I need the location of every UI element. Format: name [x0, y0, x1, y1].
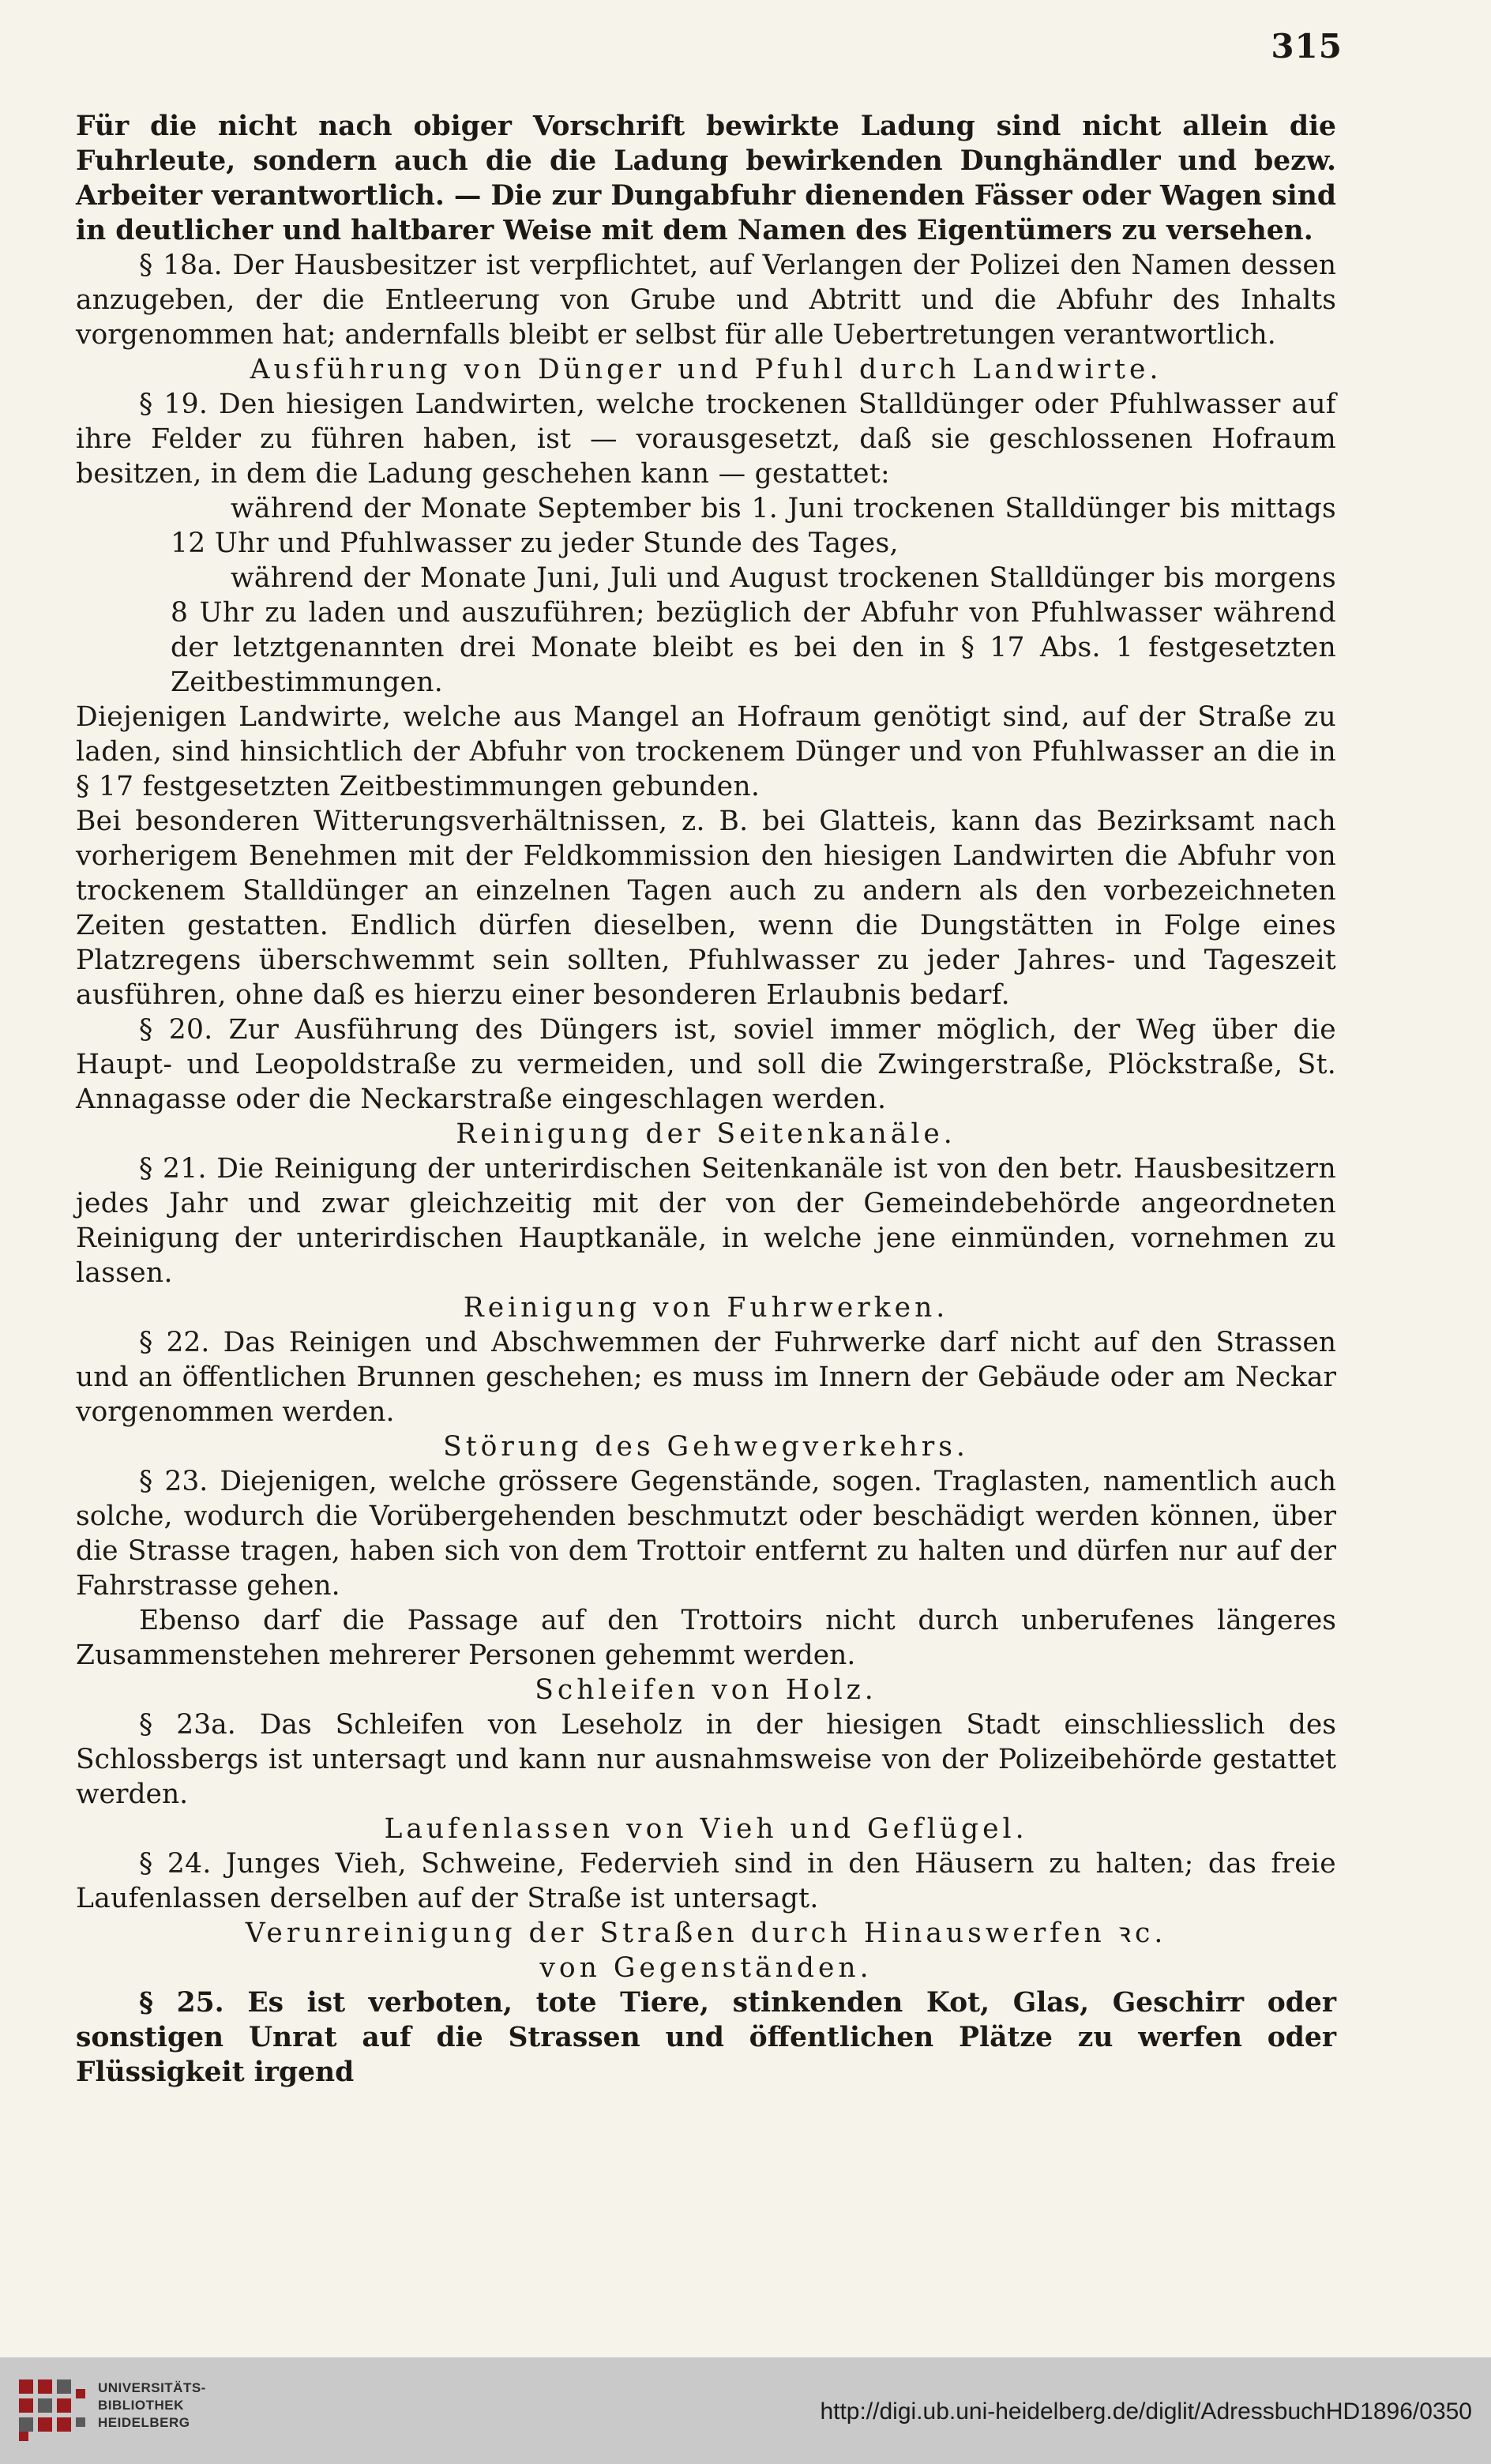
heading-gegenstaende: von Gegenständen. — [539, 1952, 873, 1984]
paragraph-23-passage: Ebenso darf die Passage auf den Trottoirs nicht durch unberufenes längeres Zusammenstehen mehrerer Personen gehemmt werden. — [76, 1605, 1336, 1671]
paragraph-landwirte: Diejenigen Landwirte, welche aus Mangel an Hofraum genötigt sind, auf der Straße zu laden, sind hinsichtlich der Abfuhr von trockenem Dünger und von Pfuhlwasser an die in § 17 festgesetzten Zeitbestimmungen gebunden. — [76, 701, 1336, 802]
heading-verunreinigung: Verunreinigung der Straßen durch Hinauswerfen ꝛc. — [245, 1917, 1167, 1949]
paragraph-19-juni: während der Monate Juni, Juli und August trockenen Stalldünger bis morgens 8 Uhr zu laden und auszuführen; bezüglich der Abfuhr von Pfuhlwasser während der letztgenannten drei Monate bleibt es bei den in § 17 Abs. 1 festgesetzten Zeitbestimmungen. — [171, 562, 1336, 698]
heading-gehweg: Störung des Gehwegverkehrs. — [443, 1431, 969, 1463]
heading-vieh: Laufenlassen von Vieh und Geflügel. — [384, 1813, 1028, 1845]
heading-ausfuhrung: Ausführung von Dünger und Pfuhl durch Landwirte. — [250, 354, 1162, 385]
paragraph-19: § 19. Den hiesigen Landwirten, welche trockenen Stalldünger oder Pfuhlwasser auf ihre Felder zu führen haben, ist — vorausgesetzt, daß sie geschlossenen Hofraum besitzen, in dem die Ladung geschehen kann — gestattet: — [76, 389, 1336, 490]
heading-holz: Schleifen von Holz. — [535, 1674, 877, 1706]
paragraph-24: § 24. Junges Vieh, Schweine, Federvieh sind in den Häusern zu halten; das freie Laufenlassen derselben auf der Straße ist untersagt. — [76, 1848, 1336, 1914]
paragraph-19-september: während der Monate September bis 1. Juni trockenen Stalldünger bis mittags 12 Uhr und Pfuhlwasser zu jeder Stunde des Tages, — [171, 493, 1336, 559]
library-name-line-2: BIBLIOTHEK — [98, 2398, 184, 2413]
heading-seitenkanaele: Reinigung der Seitenkanäle. — [456, 1118, 956, 1150]
paragraph-ladung: Für die nicht nach obiger Vorschrift bewirkte Ladung sind nicht allein die Fuhrleute, sondern auch die die Ladung bewirkenden Dunghändler und bezw. Arbeiter verantwortlich. — Die zur Dungabfuhr dienenden Fässer oder Wagen sind in deutlicher und haltbarer Weise mit dem Namen des Eigentümers zu versehen. — [76, 111, 1336, 246]
paragraph-18a: § 18a. Der Hausbesitzer ist verpflichtet, auf Verlangen der Polizei den Namen dessen anzugeben, der die Entleerung von Grube und Abtritt und die Abfuhr des Inhalts vorgenommen hat; andernfalls bleibt er selbst für alle Uebertretungen verantwortlich. — [76, 250, 1336, 351]
library-name — [98, 2379, 206, 2432]
library-footer — [0, 2357, 1491, 2464]
paragraph-23a: § 23a. Das Schleifen von Leseholz in der hiesigen Stadt einschliesslich des Schlossbergs ist untersagt und kann nur ausnahmsweise von der Polizeibehörde gestattet werden. — [76, 1709, 1336, 1810]
paragraph-23: § 23. Diejenigen, welche grössere Gegenstände, sogen. Traglasten, namentlich auch solche, wodurch die Vorübergehenden beschmutzt oder beschädigt werden können, über die Strasse tragen, haben sich von dem Trottoir entfernt zu halten und dürfen nur auf der Fahrstrasse gehen. — [76, 1466, 1336, 1602]
source-url-link[interactable]: http://digi.ub.uni-heidelberg.de/diglit/AdressbuchHD1896/0350 — [820, 2398, 1472, 2425]
page-number: 315 — [1271, 27, 1343, 66]
paragraph-20: § 20. Zur Ausführung des Düngers ist, soviel immer möglich, der Weg über die Haupt- und Leopoldstraße zu vermeiden, und soll die Zwingerstraße, Plöckstraße, St. Annagasse oder die Neckarstraße eingeschlagen werden. — [76, 1014, 1336, 1115]
paragraph-witterung: Bei besonderen Witterungsverhältnissen, z. B. bei Glatteis, kann das Bezirksamt nach vorherigem Benehmen mit der Feldkommission den hiesigen Landwirten die Abfuhr von trockenem Stalldünger an einzelnen Tagen auch zu andern als den vorbezeichneten Zeiten gestatten. Endlich dürfen dieselben, wenn die Dungstätten in Folge eines Platzregens überschwemmt sein sollten, Pfuhlwasser zu jeder Jahres- und Tageszeit ausführen, ohne daß es hierzu einer besonderen Erlaubnis bedarf. — [76, 806, 1336, 1011]
paragraph-21: § 21. Die Reinigung der unterirdischen Seitenkanäle ist von den betr. Hausbesitzern jedes Jahr und zwar gleichzeitig mit der von der Gemeindebehörde angeordneten Reinigung der unterirdischen Hauptkanäle, in welche jene einmünden, vornehmen zu lassen. — [76, 1153, 1336, 1289]
page-body — [76, 109, 1336, 2090]
university-library-logo-icon — [14, 2373, 90, 2449]
paragraph-22: § 22. Das Reinigen und Abschwemmen der Fuhrwerke darf nicht auf den Strassen und an öffentlichen Brunnen geschehen; es muss im Innern der Gebäude oder am Neckar vorgenommen werden. — [76, 1327, 1336, 1428]
library-name-line-3: HEIDELBERG — [98, 2415, 190, 2430]
heading-fuhrwerke: Reinigung von Fuhrwerken. — [463, 1292, 949, 1324]
paragraph-25: § 25. Es ist verboten, tote Tiere, stinkenden Kot, Glas, Geschirr oder sonstigen Unrat auf die Strassen und öffentlichen Plätze zu werfen oder Flüssigkeit irgend — [76, 1987, 1336, 2088]
library-name-line-1: UNIVERSITÄTS- — [98, 2380, 206, 2395]
